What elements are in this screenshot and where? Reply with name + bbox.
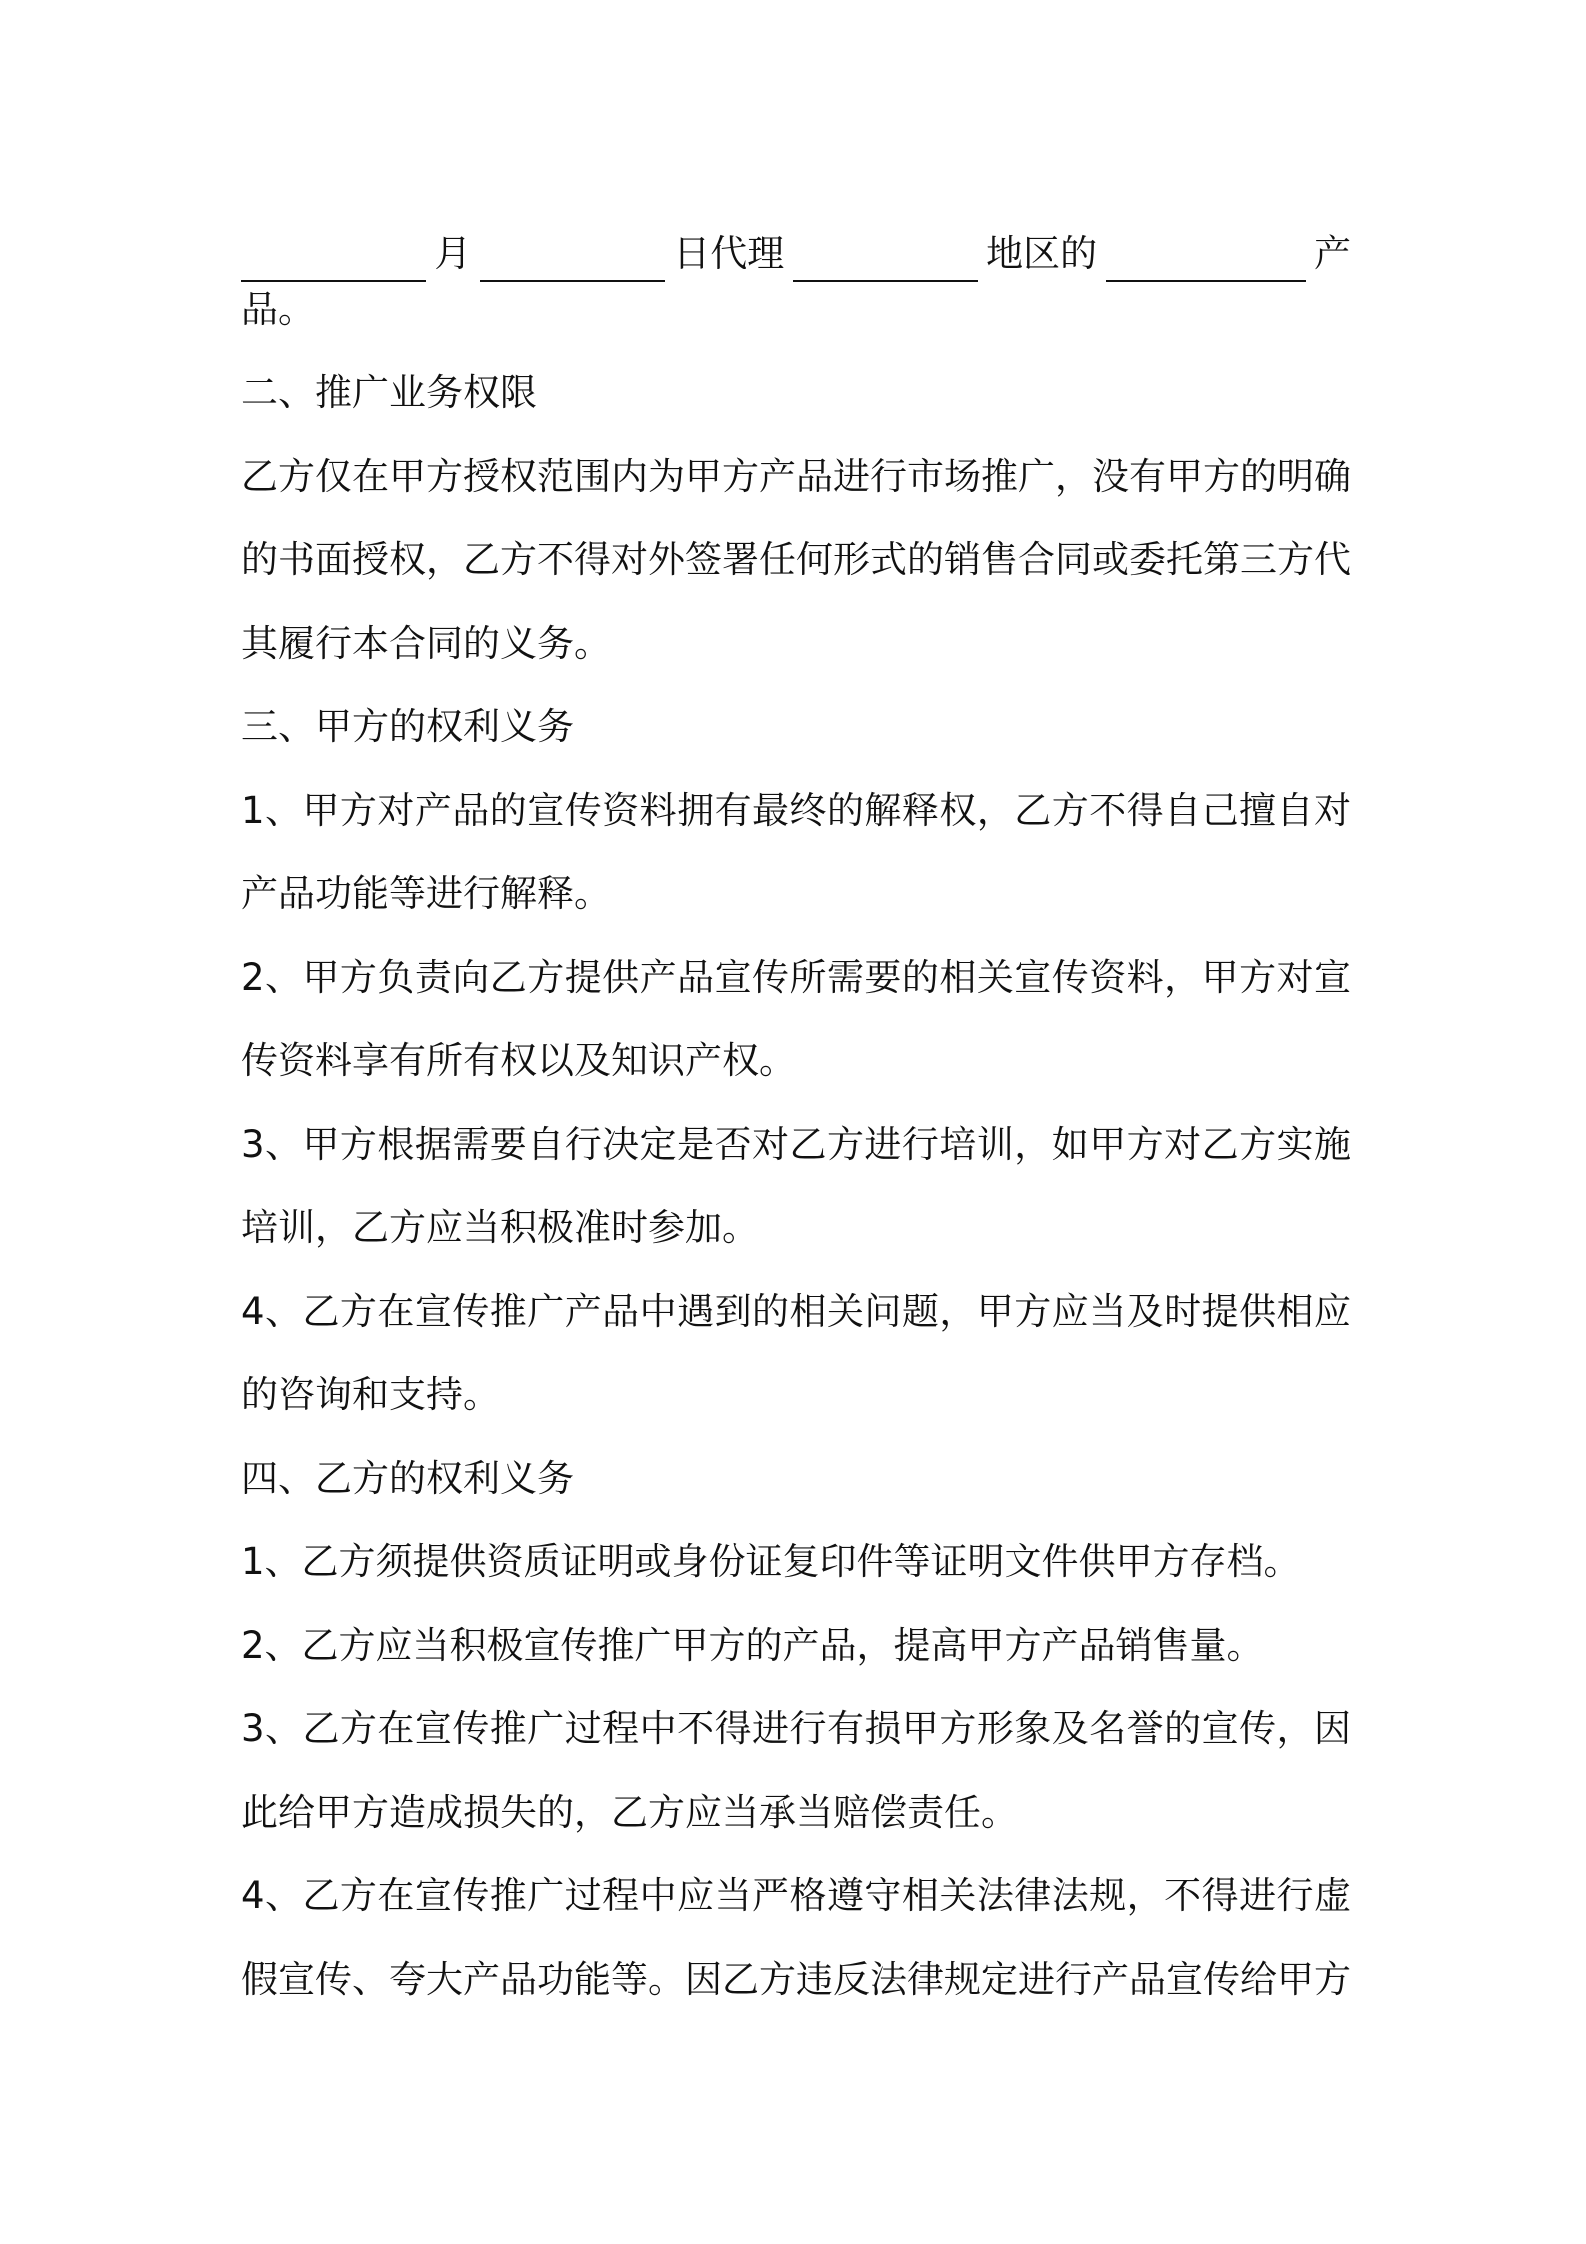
text-line: 的咨询和支持。: [241, 1373, 500, 1416]
region-label: 地区的: [986, 231, 1098, 275]
text-line: 1、乙方须提供资质证明或身份证复印件等证明文件供甲方存档。: [241, 1540, 1301, 1583]
section-heading: 四、乙方的权利义务: [241, 1456, 574, 1500]
document-body: [241, 198, 1351, 2035]
text-line: 乙方仅在甲方授权范围内为甲方产品进行市场推广，没有甲方的明确: [241, 454, 1351, 498]
text-line: 产品功能等进行解释。: [241, 872, 611, 915]
text-line: 3、乙方在宣传推广过程中不得进行有损甲方形象及名誉的宣传，因: [241, 1707, 1351, 1750]
text-line: 传资料享有所有权以及知识产权。: [241, 1039, 796, 1082]
blank-field-4: [1106, 236, 1306, 282]
text-line: 4、乙方在宣传推广过程中应当严格遵守相关法律法规，不得进行虚: [241, 1874, 1351, 1917]
text-line: 2、甲方负责向乙方提供产品宣传所需要的相关宣传资料，甲方对宣: [241, 955, 1351, 999]
text-line: 培训，乙方应当积极准时参加。: [241, 1206, 759, 1249]
text-line: 2、乙方应当积极宣传推广甲方的产品，提高甲方产品销售量。: [241, 1623, 1264, 1667]
blank-field-2: [480, 236, 665, 282]
day-agency-label: 日代理: [673, 231, 785, 275]
month-label: 月: [434, 231, 472, 275]
blank-field-3: [793, 236, 978, 282]
text-line: 4、乙方在宣传推广产品中遇到的相关问题，甲方应当及时提供相应: [241, 1289, 1351, 1333]
product-label-start: 产: [1313, 231, 1351, 275]
blank-field-1: [241, 236, 426, 282]
text-line: 其履行本合同的义务。: [241, 621, 611, 665]
text-line: 的书面授权，乙方不得对外签署任何形式的销售合同或委托第三方代: [241, 538, 1351, 581]
text-line: 3、甲方根据需要自行决定是否对乙方进行培训，如甲方对乙方实施: [241, 1122, 1351, 1166]
text-line: 此给甲方造成损失的，乙方应当承当赔偿责任。: [241, 1790, 1018, 1834]
text-line: 假宣传、夸大产品功能等。因乙方违反法律规定进行产品宣传给甲方: [241, 1957, 1351, 2001]
text-line: 品。: [241, 287, 315, 331]
section-heading: 三、甲方的权利义务: [241, 705, 574, 748]
section-heading: 二、推广业务权限: [241, 371, 537, 414]
date-region-line: [241, 198, 1351, 282]
text-line: 1、甲方对产品的宣传资料拥有最终的解释权，乙方不得自己擅自对: [241, 788, 1351, 832]
